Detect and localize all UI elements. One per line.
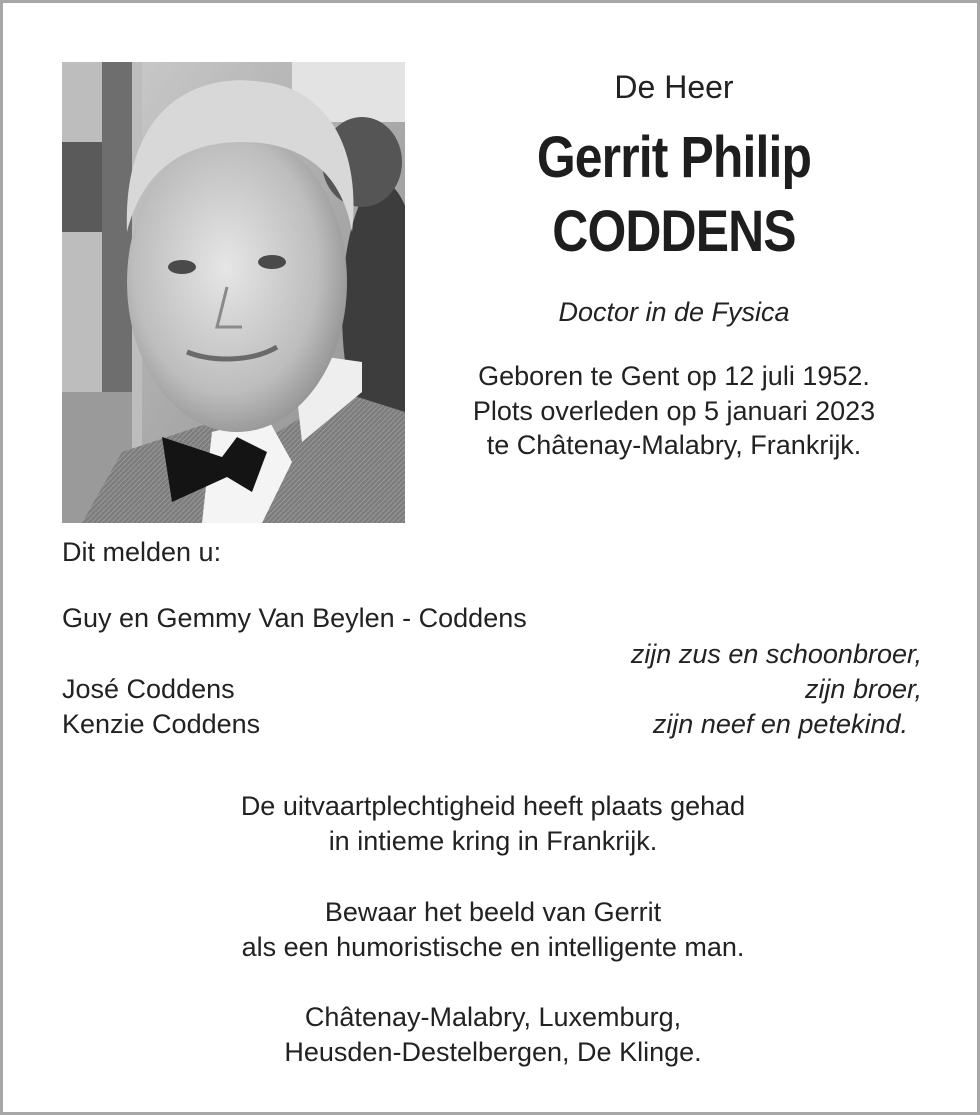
ceremony-notice	[62, 789, 924, 858]
deceased-header	[423, 65, 925, 463]
remembrance-text	[62, 895, 924, 964]
family-locations	[62, 1000, 924, 1069]
mourner-row	[62, 707, 922, 741]
deceased-title: Doctor in de Fysica	[558, 297, 790, 327]
birth-line: Geboren te Gent op 12 juli 1952.	[478, 361, 870, 391]
mourner-relation: zijn neef en petekind.	[652, 709, 908, 739]
announce-label: Dit melden u:	[62, 537, 222, 567]
ceremony-line: De uitvaartplechtigheid heeft plaats gehad	[240, 791, 746, 821]
death-place-line: te Châtenay-Malabry, Frankrijk.	[486, 430, 862, 460]
mourner-row	[62, 601, 922, 635]
location-line: Châtenay-Malabry, Luxemburg,	[304, 1002, 682, 1032]
portrait-photo	[62, 62, 405, 523]
death-line: Plots overleden op 5 januari 2023	[472, 395, 876, 426]
mourner-relation: zijn broer,	[804, 674, 922, 704]
deceased-name-first: Gerrit Philip	[536, 125, 812, 190]
birth-death-details	[423, 359, 925, 463]
location-line: Heusden-Destelbergen, De Klinge.	[284, 1036, 702, 1067]
mourner-name: Guy en Gemmy Van Beylen - Coddens	[62, 603, 527, 633]
mourner-row	[62, 637, 922, 671]
deceased-name	[458, 121, 890, 269]
deceased-name-last: CODDENS	[552, 199, 796, 264]
mourner-relation: zijn zus en schoonbroer,	[630, 639, 922, 669]
ceremony-line: in intieme kring in Frankrijk.	[328, 825, 658, 856]
salutation: De Heer	[614, 69, 734, 105]
mourner-name: Kenzie Coddens	[62, 709, 261, 739]
mourner-name: José Coddens	[62, 674, 235, 704]
mourner-row	[62, 672, 922, 706]
remembrance-line: Bewaar het beeld van Gerrit	[324, 897, 662, 927]
remembrance-line: als een humoristische en intelligente man.	[241, 931, 745, 962]
